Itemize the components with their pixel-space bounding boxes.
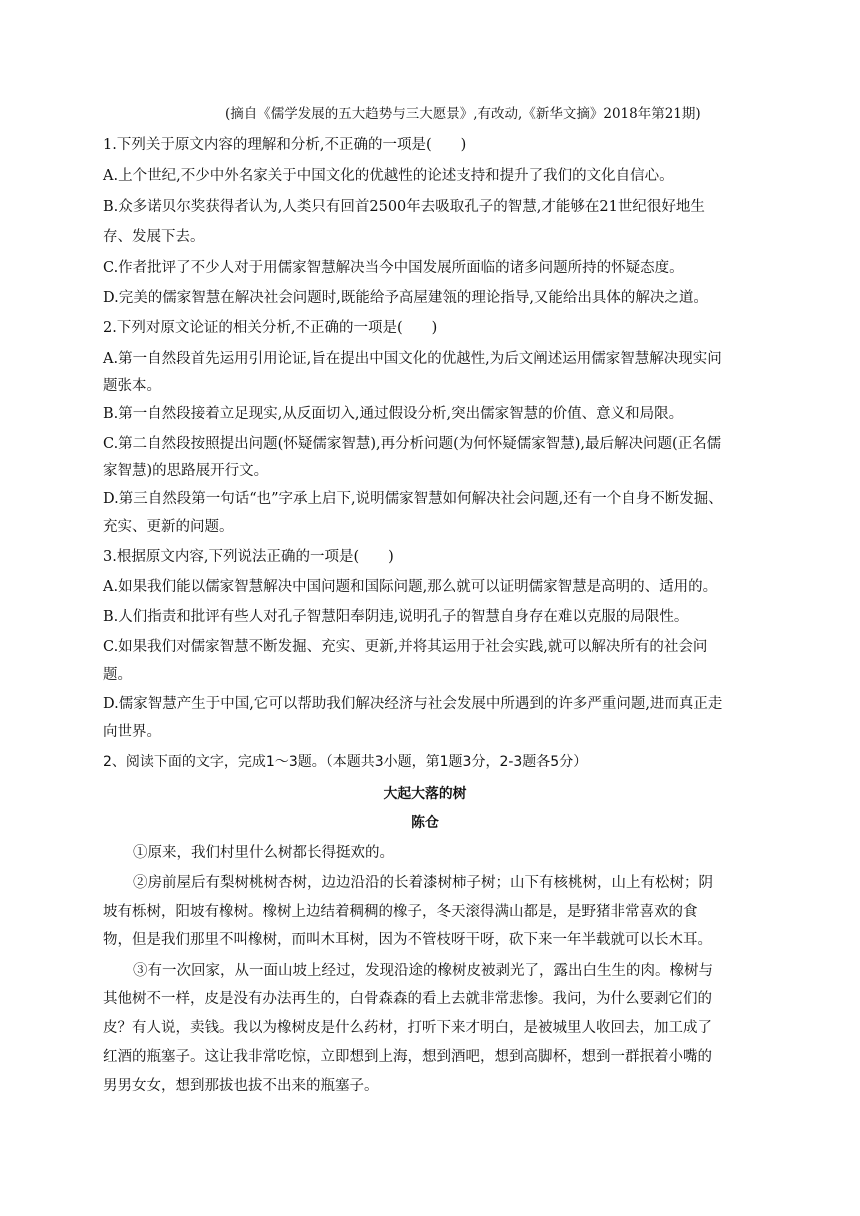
paragraph-3-line-2: 其他树不一样，皮是没有办法再生的，白骨森森的看上去就非常悲惨。我问，为什么要剥它们的 bbox=[103, 991, 712, 1007]
source-citation: (摘自《儒学发展的五大趋势与三大愿景》,有改动,《新华文摘》2018年第21期) bbox=[225, 106, 701, 122]
article-author: 陈仓 bbox=[411, 815, 439, 831]
paragraph-3-line-4: 红酒的瓶塞子。这让我非常吃惊，立即想到上海，想到酒吧，想到高脚杯，想到一群抿着小嘴的 bbox=[103, 1049, 712, 1065]
section-2-heading: 2、阅读下面的文字，完成1～3题。（本题共3小题，第1题3分，2-3题各5分） bbox=[103, 754, 588, 770]
paragraph-3-line-5: 男男女女，想到那拔也拔不出来的瓶塞子。 bbox=[103, 1078, 379, 1094]
question-1-option-b-cont: 存、发展下去。 bbox=[103, 229, 205, 245]
question-3-stem: 3.根据原文内容,下列说法正确的一项是( ) bbox=[103, 549, 394, 565]
question-1-option-c: C.作者批评了不少人对于用儒家智慧解决当今中国发展所面临的诸多问题所持的怀疑态度。 bbox=[103, 260, 684, 276]
paragraph-2-line-1: ②房前屋后有梨树桃树杏树，边边沿沿的长着漆树柿子树；山下有核桃树，山上有松树；阴 bbox=[133, 875, 713, 891]
question-3-option-a: A.如果我们能以儒家智慧解决中国问题和国际问题,那么就可以证明儒家智慧是高明的、适用的。 bbox=[103, 579, 718, 595]
article-title: 大起大落的树 bbox=[383, 786, 467, 802]
question-3-option-b: B.人们指责和批评有些人对孔子智慧阳奉阴违,说明孔子的智慧自身存在难以克服的局限性。 bbox=[103, 609, 689, 625]
question-3-option-d: D.儒家智慧产生于中国,它可以帮助我们解决经济与社会发展中所遇到的许多严重问题,进而真正走 bbox=[103, 696, 723, 712]
paragraph-3-line-1: ③有一次回家，从一面山坡上经过，发现沿途的橡树皮被剥光了，露出白生生的肉。橡树与 bbox=[133, 963, 713, 979]
question-1-option-b: B.众多诺贝尔奖获得者认为,人类只有回首2500年去吸取孔子的智慧,才能够在21世纪很好地生 bbox=[103, 199, 705, 215]
question-2-option-d-cont: 充实、更新的问题。 bbox=[103, 519, 234, 535]
question-1-option-a: A.上个世纪,不少中外名家关于中国文化的优越性的论述支持和提升了我们的文化自信心。 bbox=[103, 168, 674, 184]
question-2-option-c-cont: 家智慧)的思路展开行文。 bbox=[103, 463, 269, 479]
question-2-stem: 2.下列对原文论证的相关分析,不正确的一项是( ) bbox=[103, 320, 438, 336]
question-3-option-c-cont: 题。 bbox=[103, 667, 132, 683]
paragraph-3-line-3: 皮？有人说，卖钱。我以为橡树皮是什么药材，打听下来才明白，是被城里人收回去，加工成了 bbox=[103, 1020, 712, 1036]
question-2-option-d: D.第三自然段第一句话“也”字承上启下,说明儒家智慧如何解决社会问题,还有一个自身不断发掘、 bbox=[103, 491, 723, 507]
paragraph-2-line-2: 坡有栎树，阳坡有橡树。橡树上边结着稠稠的橡子，冬天滚得满山都是，是野猪非常喜欢的食 bbox=[103, 904, 698, 920]
question-1-option-d: D.完美的儒家智慧在解决社会问题时,既能给予高屋建瓴的理论指导,又能给出具体的解决之道。 bbox=[103, 290, 708, 306]
question-3-option-c: C.如果我们对儒家智慧不断发掘、充实、更新,并将其运用于社会实践,就可以解决所有的社会问 bbox=[103, 639, 708, 655]
question-2-option-a-cont: 题张本。 bbox=[103, 378, 161, 394]
paragraph-1-line-1: ①原来，我们村里什么树都长得挺欢的。 bbox=[133, 845, 394, 861]
question-2-option-a: A.第一自然段首先运用引用论证,旨在提出中国文化的优越性,为后文阐述运用儒家智慧解决现实问 bbox=[103, 351, 722, 367]
question-1-stem: 1.下列关于原文内容的理解和分析,不正确的一项是( ) bbox=[103, 137, 467, 153]
question-2-option-c: C.第二自然段按照提出问题(怀疑儒家智慧),再分析问题(为何怀疑儒家智慧),最后解决问题(正名儒 bbox=[103, 436, 722, 452]
question-2-option-b: B.第一自然段接着立足现实,从反面切入,通过假设分析,突出儒家智慧的价值、意义和局限。 bbox=[103, 406, 684, 422]
paragraph-2-line-3: 物，但是我们那里不叫橡树，而叫木耳树，因为不管枝呀干呀，砍下来一年半载就可以长木耳。 bbox=[103, 932, 712, 948]
question-3-option-d-cont: 向世界。 bbox=[103, 724, 161, 740]
